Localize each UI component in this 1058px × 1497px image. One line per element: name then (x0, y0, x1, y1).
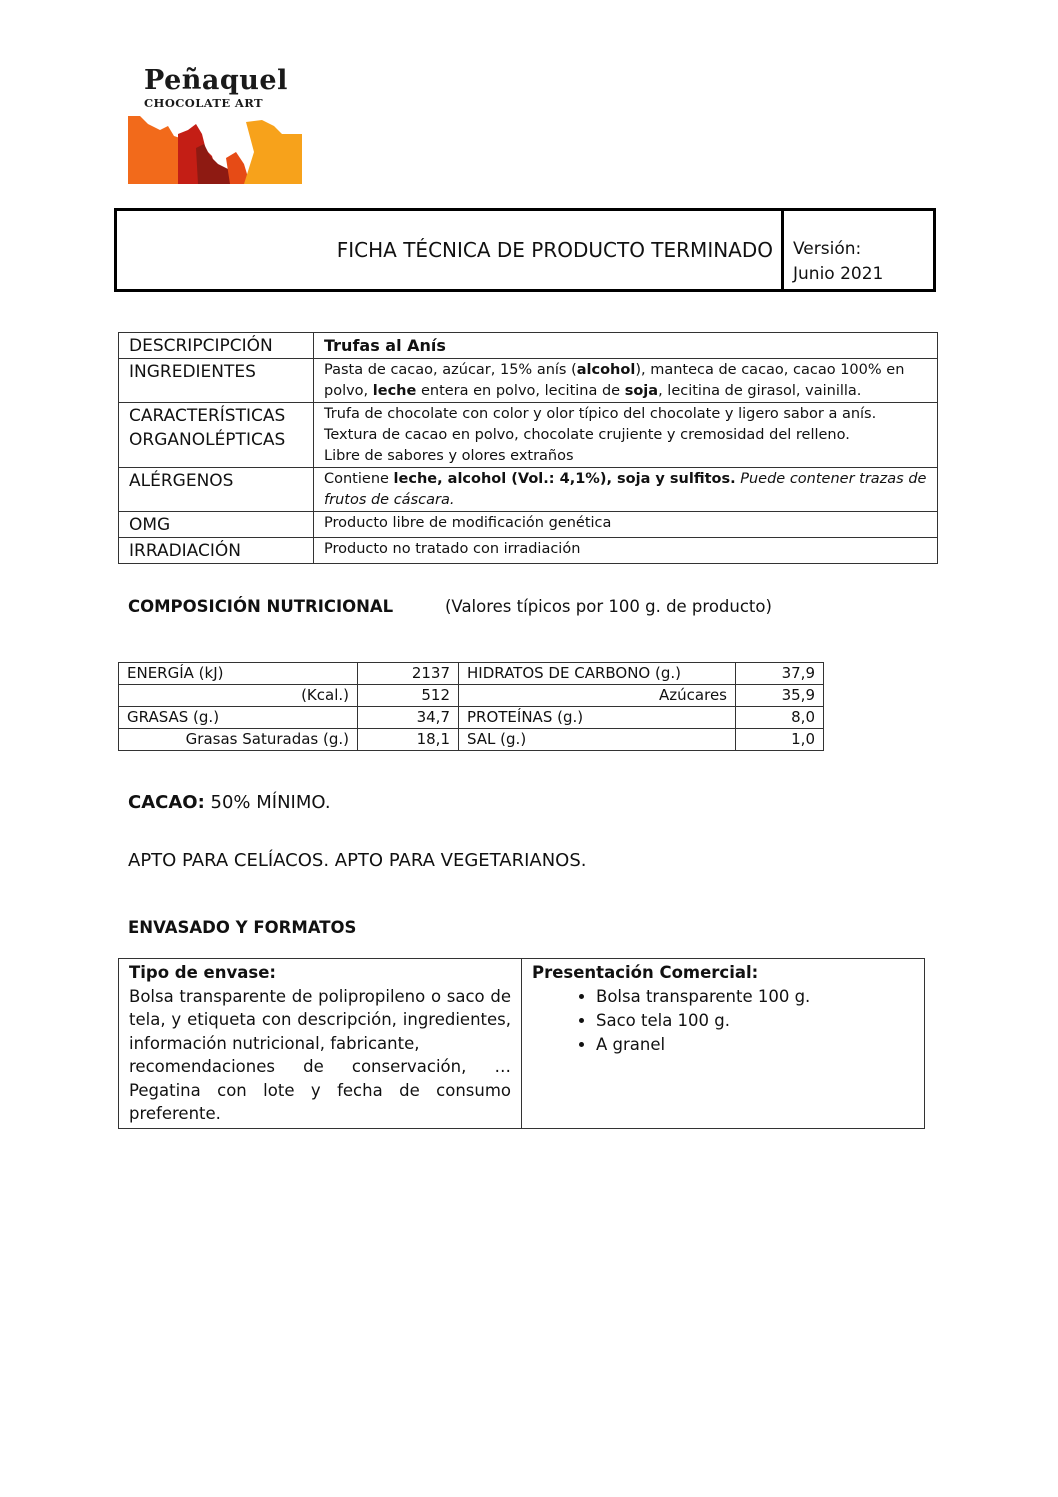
nutrient-label: PROTEÍNAS (g.) (459, 707, 736, 729)
presentation-list (532, 985, 914, 1057)
nutrient-label: SAL (g.) (459, 729, 736, 751)
label-line: CARACTERÍSTICAS (129, 406, 286, 426)
row-label: DESCRIPCIPCIÓN (119, 333, 314, 359)
nutrient-value: 35,9 (736, 685, 824, 707)
logo-subtitle: CHOCOLATE ART (144, 96, 263, 110)
table-row (119, 663, 824, 685)
version-block (793, 237, 883, 287)
text-part: Pasta de cacao, azúcar, 15% anís ( (324, 362, 577, 378)
value-line: Libre de sabores y olores extraños (324, 448, 574, 464)
nutrition-subtitle: (Valores típicos por 100 g. de producto) (445, 597, 772, 616)
label-line: ORGANOLÉPTICAS (129, 430, 286, 450)
cacao-value: 50% MÍNIMO. (210, 792, 331, 813)
value-line: Textura de cacao en polvo, chocolate crujiente y cremosidad del relleno. (324, 427, 850, 443)
packaging-title: ENVASADO Y FORMATOS (128, 918, 357, 937)
company-logo (126, 66, 302, 186)
row-label (119, 403, 314, 468)
nutrient-value: 8,0 (736, 707, 824, 729)
nutrient-label: Azúcares (459, 685, 736, 707)
nutrient-value: 34,7 (358, 707, 459, 729)
table-row (119, 512, 938, 538)
list-item: • A granel (596, 1033, 914, 1057)
row-label: ALÉRGENOS (119, 468, 314, 512)
table-row (119, 538, 938, 564)
list-item: • Saco tela 100 g. (596, 1009, 914, 1033)
text-part: ), manteca de cacao, cacao 100% en polvo, (324, 362, 905, 399)
value-line: Trufa de chocolate con color y olor típico del chocolate y ligero sabor a anís. (324, 406, 877, 422)
table-row (119, 707, 824, 729)
table-row (119, 729, 824, 751)
table-row (119, 359, 938, 403)
organoleptic-value (314, 403, 938, 468)
document-title: FICHA TÉCNICA DE PRODUCTO TERMINADO (336, 238, 773, 262)
nutrient-value: 512 (358, 685, 459, 707)
table-row (119, 959, 925, 1129)
document-header (114, 208, 936, 292)
row-label: INGREDIENTES (119, 359, 314, 403)
list-item: • Bolsa transparente 100 g. (596, 985, 914, 1009)
product-name: Trufas al Anís (314, 333, 938, 359)
presentation-cell (522, 959, 925, 1129)
trace-warning: Puede contener trazas de frutos de cáscara. (324, 471, 927, 508)
packaging-table (118, 958, 925, 1129)
gmo-value: Producto libre de modificación genética (314, 512, 938, 538)
dietary-suitability: APTO PARA CELÍACOS. APTO PARA VEGETARIANOS. (128, 850, 587, 871)
nutrient-label: ENERGÍA (kJ) (119, 663, 358, 685)
header-divider (781, 211, 784, 289)
ingredients-value (314, 359, 938, 403)
nutrient-label: (Kcal.) (119, 685, 358, 707)
nutrient-value: 37,9 (736, 663, 824, 685)
logo-brand: Peñaquel (144, 65, 288, 96)
nutrient-label: Grasas Saturadas (g.) (119, 729, 358, 751)
product-description-table (118, 332, 938, 564)
allergen-highlight: leche (372, 383, 417, 399)
row-label: IRRADIACIÓN (119, 538, 314, 564)
nutrient-value: 18,1 (358, 729, 459, 751)
allergen-highlight: leche, alcohol (Vol.: 4,1%), soja y sulfitos. (393, 471, 736, 487)
table-row (119, 468, 938, 512)
nutrient-label: GRASAS (g.) (119, 707, 358, 729)
container-type-header: Tipo de envase: (129, 963, 276, 982)
table-row (119, 403, 938, 468)
text-part: entera en polvo, lecitina de (416, 383, 625, 399)
row-label: OMG (119, 512, 314, 538)
container-type-text: Bolsa transparente de polipropileno o saco de tela, y etiqueta con descripción, ingredientes, información nutricional, fabricante, (129, 986, 511, 1053)
container-type-cell (119, 959, 522, 1129)
version-date: Junio 2021 (793, 264, 884, 284)
irradiation-value: Producto no tratado con irradiación (314, 538, 938, 564)
text-part: , lecitina de girasol, vainilla. (658, 383, 862, 399)
container-type-text: recomendaciones de conservación, … Pegatina con lote y fecha de consumo preferente. (129, 1057, 511, 1123)
allergens-value (314, 468, 938, 512)
table-row (119, 685, 824, 707)
nutrient-value: 2137 (358, 663, 459, 685)
nutrition-title: COMPOSICIÓN NUTRICIONAL (128, 597, 394, 616)
table-row (119, 333, 938, 359)
nutrient-value: 1,0 (736, 729, 824, 751)
presentation-header: Presentación Comercial: (532, 963, 759, 982)
logo-graphic (126, 112, 302, 184)
nutrient-label: HIDRATOS DE CARBONO (g.) (459, 663, 736, 685)
cacao-label: CACAO: (128, 792, 205, 813)
allergen-highlight: soja (624, 383, 659, 399)
text-part: Contiene (324, 471, 394, 487)
version-label: Versión: (793, 239, 862, 259)
nutrition-table (118, 662, 824, 751)
cacao-content (128, 792, 331, 813)
allergen-highlight: alcohol (576, 362, 636, 378)
